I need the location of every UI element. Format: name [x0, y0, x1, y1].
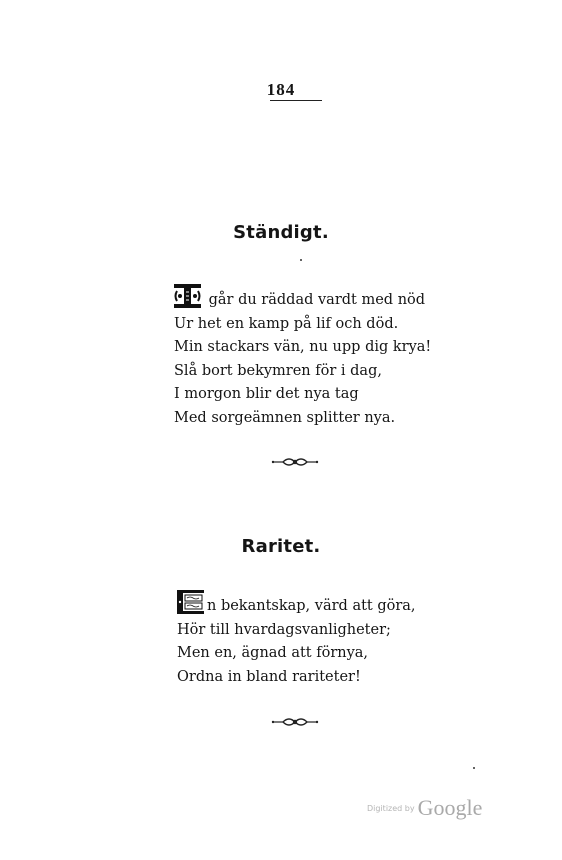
poem-line: Min stackars vän, nu upp dig krya! [174, 339, 432, 355]
poem-line: Slå bort bekymren för i dag, [174, 362, 382, 379]
page-number: 184 [266, 80, 296, 99]
digitized-watermark [367, 795, 482, 821]
poem-title-standigt: Ständigt. [233, 222, 329, 243]
drop-cap-e [177, 590, 205, 614]
poem-line [177, 590, 416, 619]
poem-line: Men en, ägnad att förnya, [177, 645, 369, 661]
poem-line-text: går du räddad vardt med nöd [204, 292, 426, 308]
ornamental-initial-i-icon [174, 284, 202, 308]
poem-title-raritet: Raritet. [241, 536, 321, 557]
poem-line: I morgon blir det nya tag [174, 386, 359, 402]
ink-speck [300, 259, 302, 261]
poem-line: Ur het en kamp på lif och död. [174, 315, 399, 332]
poem-line [174, 284, 431, 313]
poem-line-text: n bekantskap, värd att göra, [207, 598, 416, 614]
ornament-divider-icon [270, 456, 320, 468]
poem-raritet [177, 590, 416, 689]
ornamental-initial-e-icon [177, 590, 205, 614]
page-number-rule [270, 100, 322, 101]
ink-speck [473, 767, 475, 769]
watermark-prefix: Digitized by [367, 804, 415, 813]
poem-line: Ordna in bland rariteter! [177, 668, 361, 685]
ornament-divider-icon [270, 716, 320, 728]
watermark-brand: Google [417, 795, 483, 820]
poem-line: Hör till hvardagsvanligheter; [177, 621, 391, 638]
drop-cap-i [174, 284, 202, 308]
poem-line: Med sorgeämnen splitter nya. [174, 409, 396, 426]
poem-standigt [174, 284, 431, 430]
